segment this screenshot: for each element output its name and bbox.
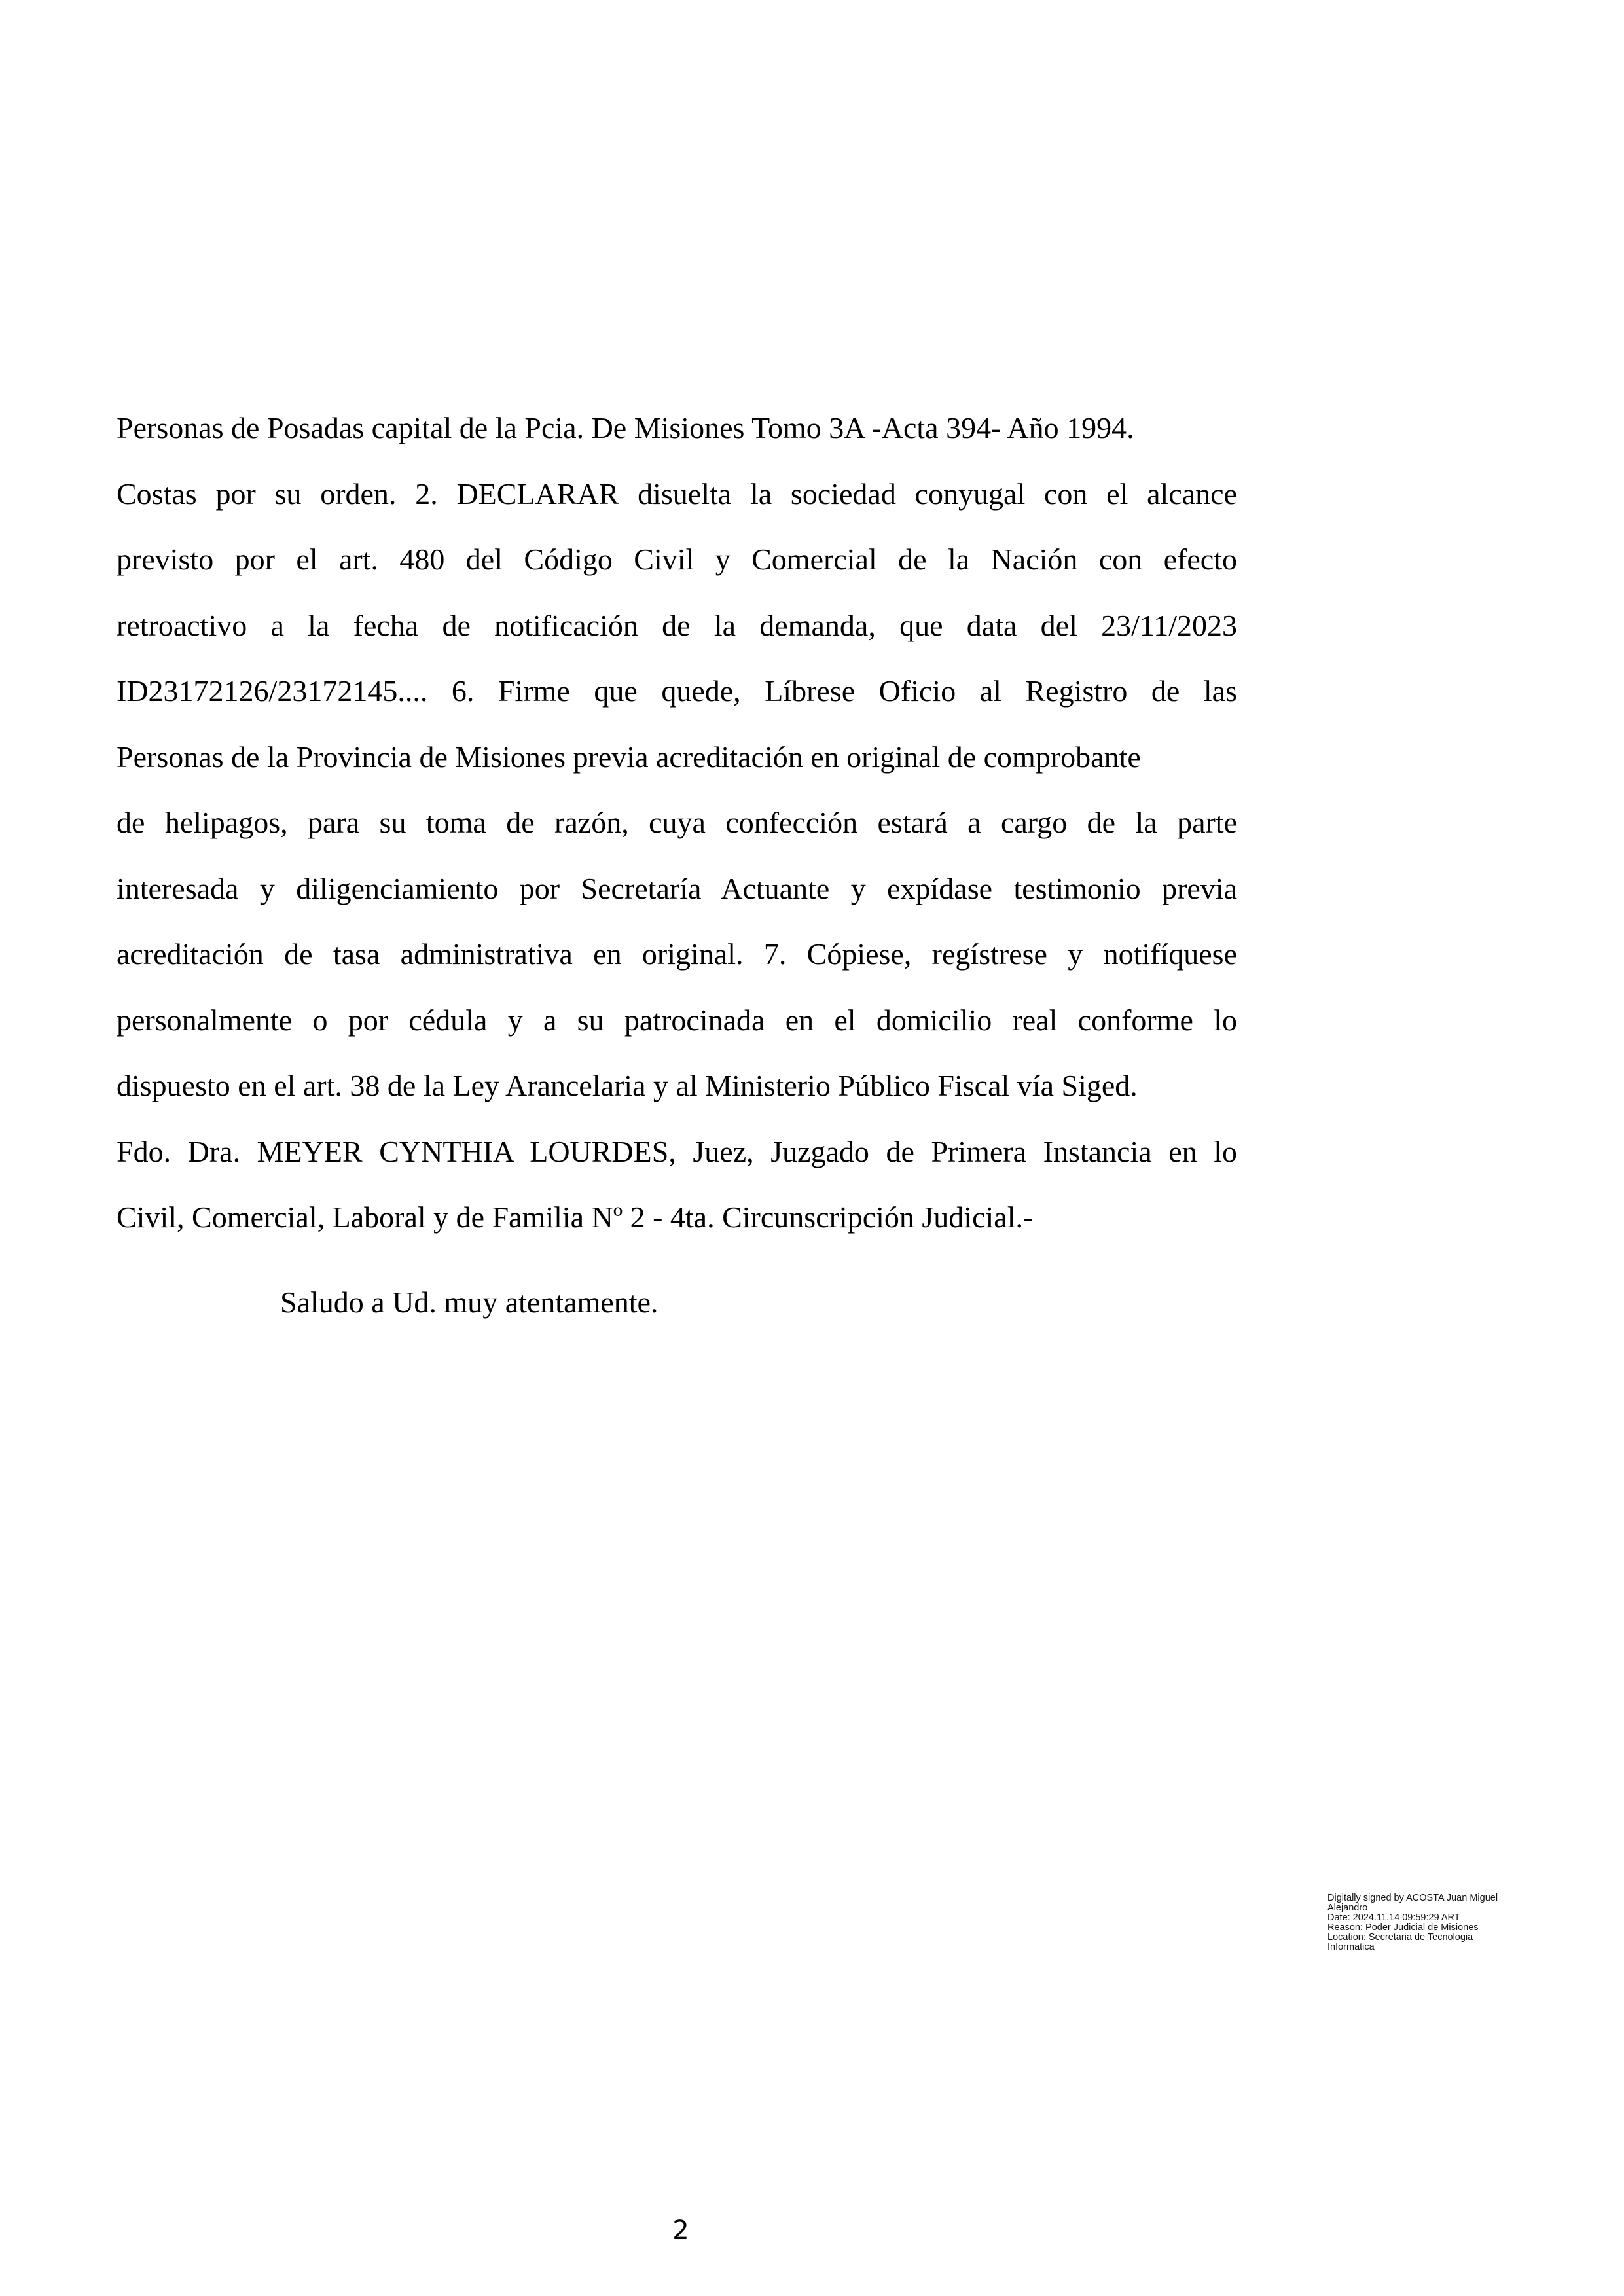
body-line: acreditación de tasa administrativa en original. 7. Cópiese, regístrese y notifíquese xyxy=(117,937,1237,971)
body-line: interesada y diligenciamiento por Secretaría Actuante y expídase testimonio previa xyxy=(117,871,1237,905)
body-line: ID23172126/23172145.... 6. Firme que quede, Líbrese Oficio al Registro de las xyxy=(117,674,1237,708)
signature-line: Digitally signed by ACOSTA Juan Miguel xyxy=(1327,1893,1498,1903)
closing-salutation: Saludo a Ud. muy atentamente. xyxy=(280,1285,659,1319)
body-line: previsto por el art. 480 del Código Civil y Comercial de la Nación con efecto xyxy=(117,543,1237,576)
resolution-body xyxy=(117,395,1237,1251)
body-line: Personas de Posadas capital de la Pcia. De Misiones Tomo 3A -Acta 394- Año 1994. xyxy=(117,411,1134,444)
body-line: personalmente o por cédula y a su patrocinada en el domicilio real conforme lo xyxy=(117,1003,1237,1037)
digital-signature-block xyxy=(1327,1893,1550,1952)
body-line: dispuesto en el art. 38 de la Ley Arancelaria y al Ministerio Público Fiscal vía Siged. xyxy=(117,1069,1138,1102)
signature-line: Reason: Poder Judicial de Misiones xyxy=(1327,1922,1479,1933)
body-line: de helipagos, para su toma de razón, cuya confección estará a cargo de la parte xyxy=(117,806,1237,839)
body-line: retroactivo a la fecha de notificación de la demanda, que data del 23/11/2023 xyxy=(117,608,1237,642)
signature-line: Location: Secretaria de Tecnologia xyxy=(1327,1932,1473,1943)
body-line: Personas de la Provincia de Misiones previa acreditación en original de comprobante xyxy=(117,740,1141,774)
signature-line: Alejandro xyxy=(1327,1903,1368,1913)
page-number: 2 xyxy=(672,2215,689,2246)
body-line: Civil, Comercial, Laboral y de Familia Nº 2 - 4ta. Circunscripción Judicial.- xyxy=(117,1200,1034,1234)
body-line: Costas por su orden. 2. DECLARAR disuelta la sociedad conyugal con el alcance xyxy=(117,476,1237,511)
signature-line: Date: 2024.11.14 09:59:29 ART xyxy=(1327,1912,1460,1923)
body-line: Fdo. Dra. MEYER CYNTHIA LOURDES, Juez, Juzgado de Primera Instancia en lo xyxy=(117,1134,1237,1168)
signature-line: Informatica xyxy=(1327,1942,1375,1952)
